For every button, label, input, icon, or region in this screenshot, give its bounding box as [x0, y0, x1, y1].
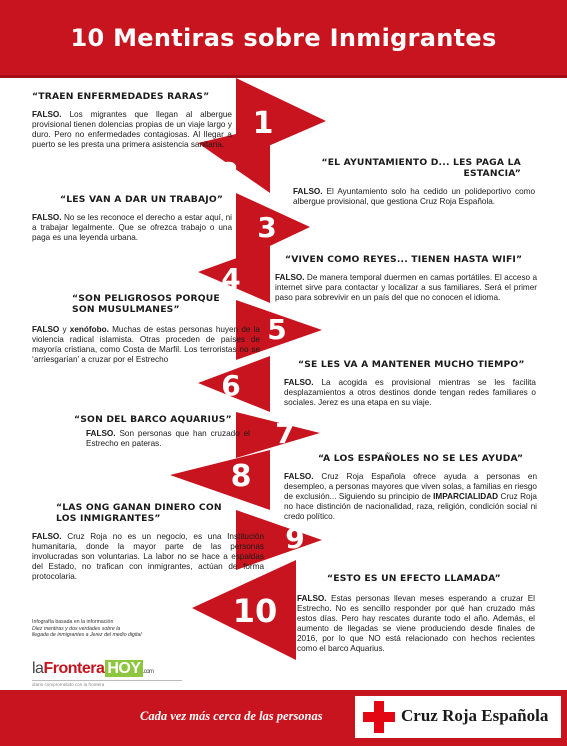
false-label: FALSO: [32, 325, 60, 335]
myth-body: Estas personas llevan meses esperando a cruzar El Estrecho. No es sencillo responder por qué han cruzado más estos días. Pero hay rescates durante todo el año. Además, el aumento de llegadas se viene produciendo desde finales de 2016, por lo que NO está relacionado con hechos recientes como el barco Aquarius.: [297, 594, 535, 654]
myth-body: Los migrantes que llegan al albergue provisional tienen dolencias propias de un viaje largo y duro. Pero no enfermedades contagiosas. Al llegar a puerto se les presta una primera asistencia sanitaria.: [32, 110, 232, 150]
false-label: FALSO.: [293, 187, 323, 197]
myth-title: “SON DEL BARCO AQUARIUS”: [74, 414, 232, 425]
myth-number-10: 10: [232, 592, 278, 630]
myth-4: [275, 254, 537, 303]
logo-com: .com: [142, 669, 154, 675]
myth-body: El Ayuntamiento solo ha cedido un polideportivo como albergue provisional, que gestiona Cruz Roja Española.: [293, 187, 535, 207]
myth-10: [297, 573, 535, 654]
myth-text: [32, 110, 232, 150]
myth-title: “LAS ONG GANAN DINERO CON LOS INMIGRANTES”: [56, 502, 222, 525]
myth-body: La acogida es provisional mientras se les facilita desplazamientos a otros destinos donde tengan redes familiares o sociales. Jerez es una etapa en su viaje.: [284, 378, 536, 408]
infographic-credit: [32, 619, 172, 639]
myth-title: “VIVEN COMO REYES... TIENEN HASTA WIFI”: [285, 254, 523, 265]
logo-hoy: HOY: [107, 660, 141, 677]
myth-body: Son personas que han cruzado el Estrecho en pateras.: [86, 429, 250, 449]
myth-number-9: 9: [285, 522, 305, 555]
myth-text: [32, 325, 260, 365]
myth-title: “ESTO ES UN EFECTO LLAMADA”: [327, 573, 501, 584]
false-label: FALSO.: [32, 532, 62, 542]
red-cross-icon: [363, 701, 395, 733]
impartiality-label: IMPARCIALIDAD: [433, 492, 499, 502]
xenophobic-label: xenófobo.: [69, 325, 109, 335]
lafronterahoy-logo: [32, 660, 154, 680]
false-label: FALSO.: [284, 378, 314, 388]
myth-body: De manera temporal duermen en camas portátiles. El acceso a internet sirve para contactar y localizar a sus familiares. Será el primer paso para sobrevivir en un país del que no conocen el idioma.: [275, 273, 537, 303]
myth-number-4: 4: [221, 262, 241, 295]
logo-la: la: [32, 660, 44, 677]
myth-title: “EL AYUNTAMIENTO D... LES PAGA LA ESTANCIA”: [321, 157, 521, 180]
false-label: FALSO.: [297, 594, 327, 604]
myth-7: [74, 414, 250, 449]
myth-number-5: 5: [267, 313, 287, 346]
page-title: 10 Mentiras sobre Inmigrantes: [70, 24, 497, 52]
myth-body: No se les reconoce el derecho a estar aquí, ni a trabajar legalmente. Que se ofrezca trabajo o una paga es una leyenda urbana.: [32, 213, 232, 243]
myth-text: [293, 187, 535, 207]
myth-title: “A LOS ESPAÑOLES NO SE LES AYUDA”: [318, 453, 524, 464]
logo-frontera: Frontera: [43, 660, 105, 677]
myth-5: [32, 293, 260, 365]
myth-text: [297, 594, 535, 654]
myth-body-continued: Cruz Roja no hace distinción de nacionalidad, raza, religión, condición social ni credo político.: [284, 492, 537, 522]
false-label: FALSO.: [284, 472, 314, 482]
myth-body: Cruz Roja Española ofrece ayuda a personas en desempleo, a personas mayores que viven solas, a familias en riesgo de exclusión... Siguiendo su principio de: [284, 472, 537, 502]
false-label: FALSO.: [32, 213, 62, 223]
myth-number-7: 7: [275, 417, 295, 450]
false-label: FALSO.: [86, 429, 116, 439]
myth-body: Muchas de estas personas huyen de la violencia radical islamista. Otras proceden de países de mayoría cristiana, como Costa de Marfil. Los terroristas no se ‘arriesgarían’ a cruzar por el Estrecho: [32, 325, 260, 365]
myth-connector: y: [59, 325, 70, 335]
credit-line-3: llegada de inmigrantes a Jerez del medio digital: [32, 632, 142, 638]
myth-text: [74, 429, 250, 449]
myth-number-1: 1: [252, 106, 274, 141]
footer-slogan: Cada vez más cerca de las personas: [140, 709, 323, 723]
myth-1: [32, 91, 232, 150]
cruz-roja-logo: [355, 696, 561, 738]
myth-body: Cruz Roja no es un negocio, es una Institución humanitaria, donde la mayor parte de las personas involucradas son voluntarias. La labor no se hace a espaldas del Estado, no trafican con inmigrantes, actúan de forma protocolaria.: [32, 532, 264, 582]
false-label: FALSO.: [275, 273, 305, 283]
myth-3: [32, 194, 232, 243]
myth-number-2: 2: [219, 156, 239, 189]
myth-text: [32, 213, 232, 243]
myth-2: [285, 157, 535, 207]
myth-title: “SE LES VA A MANTENER MUCHO TIEMPO”: [298, 359, 525, 370]
myth-8: [284, 453, 537, 522]
myth-text: [275, 273, 537, 303]
myth-9: [32, 502, 264, 582]
footer-banner: [0, 690, 567, 746]
myth-number-8: 8: [230, 459, 252, 494]
myth-title: “TRAEN ENFERMEDADES RARAS”: [32, 91, 210, 102]
myth-title: “LES VAN A DAR UN TRABAJO”: [60, 194, 224, 205]
myth-number-3: 3: [257, 211, 277, 244]
myth-text: [284, 472, 537, 522]
credit-line-2: Diez mentiras y dos verdades sobre la: [32, 625, 121, 632]
myth-title: “SON PELIGROSOS PORQUE SON MUSULMANES”: [72, 293, 220, 316]
credit-line-1: Infografía basada en la información: [32, 619, 114, 625]
myth-number-6: 6: [221, 369, 241, 402]
myth-text: [32, 532, 264, 582]
myth-text: [284, 378, 536, 408]
false-label: FALSO.: [32, 110, 62, 120]
myth-6: [284, 359, 536, 408]
logo-tagline: diario comprometido con la frontera: [32, 680, 182, 687]
brand-name: Cruz Roja Española: [401, 706, 549, 725]
